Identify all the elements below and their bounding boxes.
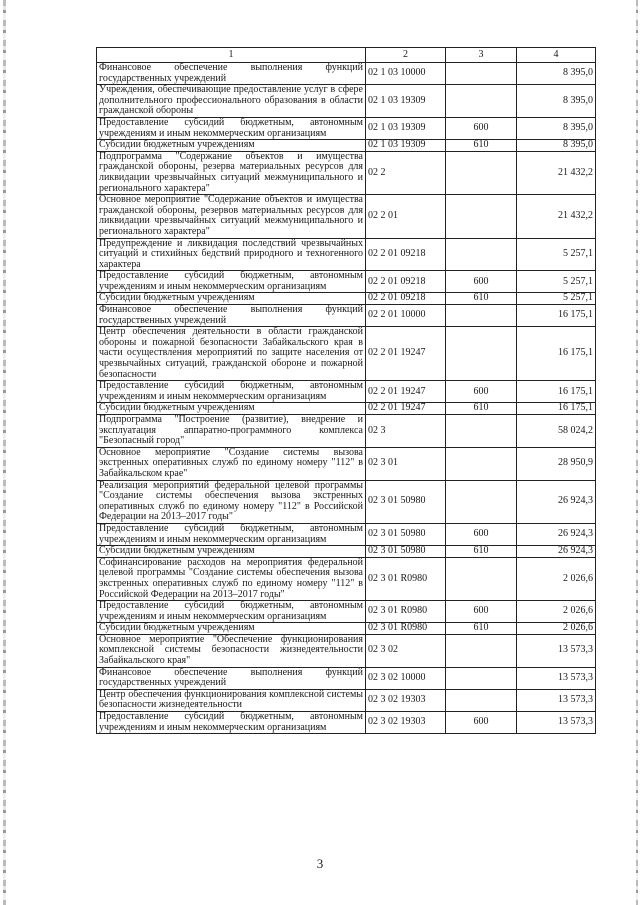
table-row (97, 140, 596, 152)
table-row (97, 623, 596, 635)
cell-sum: 16 175,1 (517, 305, 596, 327)
cell-name: Субсидии бюджетным учреждениям (97, 403, 366, 415)
cell-name: Субсидии бюджетным учреждениям (97, 140, 366, 152)
cell-sum: 16 175,1 (517, 327, 596, 381)
cell-name: Подпрограмма "Построение (развитие), внедрение и эксплуатация аппаратно-программного комплекса "Безопасный город" (97, 415, 366, 448)
cell-vr: 610 (446, 293, 517, 305)
cell-name: Подпрограмма "Содержание объектов и имущества гражданской обороны, резерва материальных ресурсов для ликвидации чрезвычайных ситуаций межмуниципального и регионального характера" (97, 151, 366, 194)
cell-sum: 58 024,2 (517, 415, 596, 448)
cell-code: 02 2 01 09218 (366, 293, 446, 305)
cell-name: Учреждения, обеспечивающие предоставление услуг в сфере дополнительного профессионального образования в области гражданской обороны (97, 85, 366, 118)
header-row (97, 48, 596, 63)
cell-vr (446, 415, 517, 448)
cell-name: Предоставление субсидий бюджетным, автономным учреждениям и иным некоммерческим организациям (97, 601, 366, 623)
cell-name: Субсидии бюджетным учреждениям (97, 293, 366, 305)
cell-code: 02 2 01 09218 (366, 271, 446, 293)
cell-name: Основное мероприятие "Создание системы вызова экстренных оперативных служб по единому номеру "112" в Забайкальском крае" (97, 447, 366, 480)
cell-vr (446, 195, 517, 238)
table-row (97, 667, 596, 689)
cell-sum: 26 924,3 (517, 523, 596, 545)
cell-code: 02 3 (366, 415, 446, 448)
cell-sum: 13 573,3 (517, 634, 596, 667)
scan-edge-right (636, 0, 638, 905)
cell-vr (446, 667, 517, 689)
cell-sum: 28 950,9 (517, 447, 596, 480)
cell-name: Софинансирование расходов на мероприятия федеральной целевой программы "Создание системы обеспечения вызова экстренных оперативных служб по единому номеру "112" в Российской Федерации на 2013–2017 годы" (97, 557, 366, 600)
table-row (97, 327, 596, 381)
cell-vr: 600 (446, 601, 517, 623)
cell-vr: 600 (446, 381, 517, 403)
cell-vr (446, 327, 517, 381)
table-row (97, 523, 596, 545)
cell-sum: 8 395,0 (517, 117, 596, 139)
table-row (97, 634, 596, 667)
cell-sum: 13 573,3 (517, 712, 596, 734)
cell-name: Реализация мероприятий федеральной целевой программы "Создание системы обеспечения вызова экстренных оперативных служб по единому номеру "112" в Российской Федерации на 2013–2017 годы" (97, 480, 366, 523)
cell-code: 02 2 01 19247 (366, 327, 446, 381)
cell-sum: 16 175,1 (517, 381, 596, 403)
cell-code: 02 3 02 19303 (366, 712, 446, 734)
cell-vr: 600 (446, 117, 517, 139)
cell-vr (446, 63, 517, 85)
cell-sum: 13 573,3 (517, 689, 596, 711)
table-row (97, 712, 596, 734)
header-col-vr: 3 (446, 48, 517, 63)
cell-sum: 8 395,0 (517, 140, 596, 152)
cell-code: 02 3 02 10000 (366, 667, 446, 689)
cell-code: 02 1 03 19309 (366, 140, 446, 152)
cell-code: 02 2 (366, 151, 446, 194)
cell-code: 02 1 03 19309 (366, 117, 446, 139)
cell-code: 02 3 01 R0980 (366, 623, 446, 635)
cell-sum: 2 026,6 (517, 557, 596, 600)
cell-vr: 610 (446, 403, 517, 415)
cell-code: 02 3 01 50980 (366, 480, 446, 523)
cell-vr: 600 (446, 523, 517, 545)
cell-vr (446, 305, 517, 327)
table-body (97, 63, 596, 734)
table-row (97, 293, 596, 305)
header-col-name: 1 (97, 48, 366, 63)
table-row (97, 305, 596, 327)
cell-vr (446, 151, 517, 194)
cell-code: 02 1 03 10000 (366, 63, 446, 85)
cell-name: Предупреждение и ликвидация последствий чрезвычайных ситуаций и стихийных бедствий природного и техногенного характера (97, 238, 366, 271)
table-row (97, 238, 596, 271)
cell-code: 02 2 01 10000 (366, 305, 446, 327)
cell-sum: 21 432,2 (517, 151, 596, 194)
cell-vr (446, 557, 517, 600)
table-row (97, 63, 596, 85)
table-row (97, 546, 596, 558)
cell-code: 02 1 03 19309 (366, 85, 446, 118)
table-row (97, 403, 596, 415)
cell-vr: 610 (446, 546, 517, 558)
cell-name: Предоставление субсидий бюджетным, автономным учреждениям и иным некоммерческим организациям (97, 117, 366, 139)
cell-vr (446, 238, 517, 271)
cell-sum: 5 257,1 (517, 271, 596, 293)
cell-sum: 13 573,3 (517, 667, 596, 689)
budget-table (96, 47, 596, 734)
cell-code: 02 3 01 R0980 (366, 557, 446, 600)
cell-vr: 600 (446, 712, 517, 734)
cell-sum: 26 924,3 (517, 546, 596, 558)
table-row (97, 557, 596, 600)
cell-code: 02 2 01 09218 (366, 238, 446, 271)
cell-sum: 5 257,1 (517, 293, 596, 305)
scan-edge-left (3, 0, 6, 905)
table-row (97, 85, 596, 118)
table-row (97, 381, 596, 403)
cell-name: Субсидии бюджетным учреждениям (97, 623, 366, 635)
cell-name: Предоставление субсидий бюджетным, автономным учреждениям и иным некоммерческим организациям (97, 381, 366, 403)
cell-code: 02 2 01 19247 (366, 381, 446, 403)
cell-code: 02 2 01 (366, 195, 446, 238)
cell-name: Финансовое обеспечение выполнения функций государственных учреждений (97, 667, 366, 689)
header-col-sum: 4 (517, 48, 596, 63)
table-row (97, 689, 596, 711)
table-row (97, 117, 596, 139)
cell-name: Финансовое обеспечение выполнения функций государственных учреждений (97, 63, 366, 85)
cell-sum: 21 432,2 (517, 195, 596, 238)
cell-name: Основное мероприятие "Обеспечение функционирования комплексной системы безопасности жизнедеятельности Забайкальского края" (97, 634, 366, 667)
cell-code: 02 3 02 19303 (366, 689, 446, 711)
table-row (97, 195, 596, 238)
cell-code: 02 3 01 50980 (366, 546, 446, 558)
cell-sum: 2 026,6 (517, 601, 596, 623)
cell-name: Предоставление субсидий бюджетным, автономным учреждениям и иным некоммерческим организациям (97, 523, 366, 545)
cell-sum: 5 257,1 (517, 238, 596, 271)
table-row (97, 601, 596, 623)
cell-sum: 26 924,3 (517, 480, 596, 523)
cell-name: Основное мероприятие "Содержание объектов и имущества гражданской обороны, резервов материальных ресурсов для ликвидации чрезвычайных ситуаций межмуниципального и регионального характера" (97, 195, 366, 238)
cell-name: Предоставление субсидий бюджетным, автономным учреждениям и иным некоммерческим организациям (97, 271, 366, 293)
cell-name: Предоставление субсидий бюджетным, автономным учреждениям и иным некоммерческим организациям (97, 712, 366, 734)
table-row (97, 447, 596, 480)
page-number: 3 (316, 856, 324, 871)
cell-vr (446, 85, 517, 118)
cell-vr (446, 480, 517, 523)
header-col-code: 2 (366, 48, 446, 63)
cell-name: Финансовое обеспечение выполнения функций государственных учреждений (97, 305, 366, 327)
cell-code: 02 3 01 (366, 447, 446, 480)
cell-code: 02 3 01 50980 (366, 523, 446, 545)
cell-sum: 2 026,6 (517, 623, 596, 635)
cell-name: Центр обеспечения деятельности в области гражданской обороны и пожарной безопасности Забайкальского края в части осуществления мероприятий по защите населения от чрезвычайных ситуаций, гражданской обороне и пожарной безопасности (97, 327, 366, 381)
cell-vr: 600 (446, 271, 517, 293)
cell-sum: 8 395,0 (517, 85, 596, 118)
cell-code: 02 2 01 19247 (366, 403, 446, 415)
cell-vr (446, 447, 517, 480)
cell-vr: 610 (446, 623, 517, 635)
cell-name: Субсидии бюджетным учреждениям (97, 546, 366, 558)
cell-code: 02 3 01 R0980 (366, 601, 446, 623)
table-header (97, 48, 596, 63)
cell-sum: 8 395,0 (517, 63, 596, 85)
cell-sum: 16 175,1 (517, 403, 596, 415)
table-row (97, 151, 596, 194)
table-row (97, 415, 596, 448)
cell-vr (446, 634, 517, 667)
table-row (97, 480, 596, 523)
cell-vr: 610 (446, 140, 517, 152)
cell-vr (446, 689, 517, 711)
cell-name: Центр обеспечения функционирования комплексной системы безопасности жизнедеятельности (97, 689, 366, 711)
cell-code: 02 3 02 (366, 634, 446, 667)
table-row (97, 271, 596, 293)
